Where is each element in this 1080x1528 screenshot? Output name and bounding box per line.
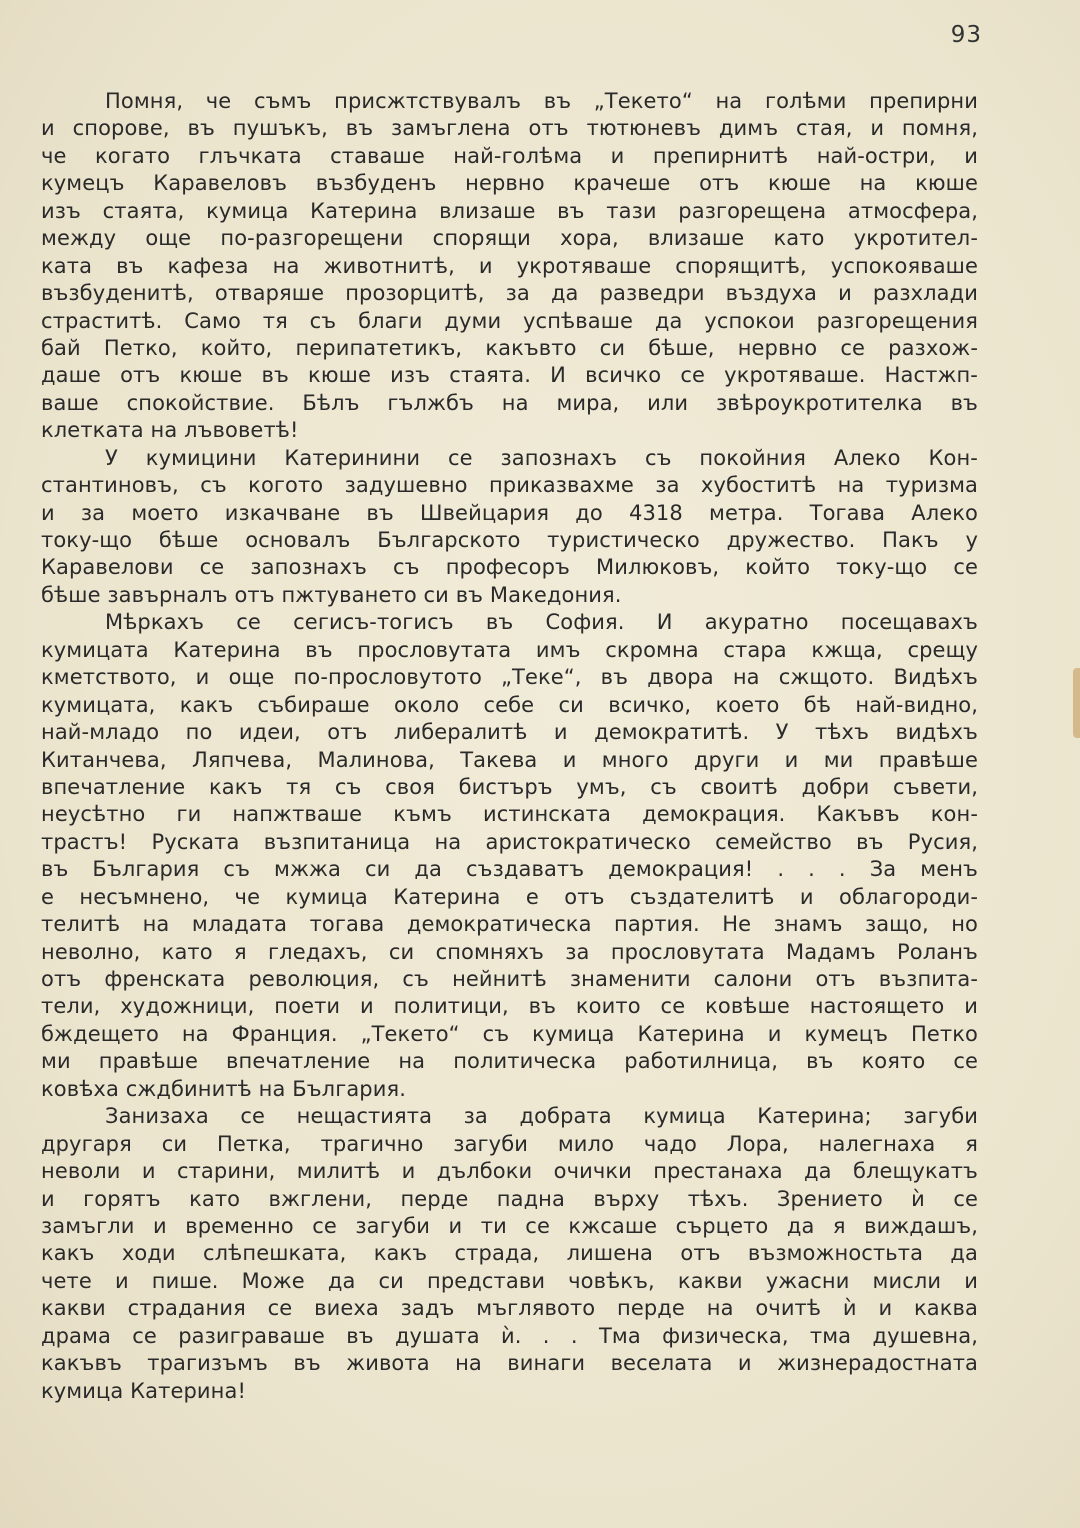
text-line: другаря си Петка, трагично загуби мило чадо Лора, налегнаха я — [41, 1131, 978, 1156]
text-line: страститѣ. Само тя съ благи думи успѣваше да успокои разгорещения — [41, 308, 978, 333]
text-line: Китанчева, Ляпчева, Малинова, Такева и много други и ми правѣше — [41, 747, 978, 772]
text-line: кумица Катерина! — [41, 1378, 246, 1403]
page-number: 93 — [950, 22, 982, 48]
text-line: неволно, като я гледахъ, си спомняхъ за прословутата Мадамъ Роланъ — [41, 939, 978, 964]
text-line: изъ стаята, кумица Катерина влизаше въ тази разгорещена атмосфера, — [41, 198, 978, 223]
text-line: ми правѣше впечатление на политическа работилница, въ която се — [41, 1049, 978, 1074]
text-line: какъвъ трагизъмъ въ живота на винаги веселата и жизнерадостната — [41, 1351, 978, 1376]
text-line: възбуденитѣ, отваряше прозорцитѣ, за да разведри въздуха и разхлади — [41, 281, 978, 306]
text-line: драма се разиграваше въ душата ѝ. . . Тма физическа, тма душевна, — [41, 1323, 978, 1348]
text-line: трастъ! Руската възпитаница на аристократическо семейство въ Русия, — [41, 829, 978, 854]
text-line: бай Петко, който, перипатетикъ, какъвто си бѣше, нервно се разхож- — [41, 335, 978, 360]
page-edge-mark — [1073, 668, 1080, 738]
text-line: ваше спокойствие. Бѣлъ гължбъ на мира, или звѣроукротителка въ — [41, 390, 978, 415]
text-line: че когато глъчката ставаше най-голѣма и препирнитѣ най-остри, и — [41, 143, 978, 168]
text-line: неусѣтно ги напжтваше къмъ истинската демокрация. Какъвъ кон- — [41, 802, 978, 827]
text-line: току-що бѣше основалъ Българското туристическо дружество. Пакъ у — [41, 528, 978, 552]
text-line: даше отъ кюше въ кюше изъ стаята. И всичко се укротяваше. Настжп- — [41, 363, 978, 388]
text-line: и спорове, въ пушъкъ, въ замъглена отъ тютюневъ димъ стая, и помня, — [41, 116, 978, 141]
text-line: е несъмнено, че кумица Катерина е отъ създателитѣ и облагороди- — [41, 884, 978, 909]
text-line: кумицата, какъ събираше около себе си всичко, което бѣ най-видно, — [41, 692, 978, 717]
text-line: въ България съ мжжа си да създаватъ демокрация! . . . За менъ — [41, 857, 978, 882]
text-line: какви страдания се виеха задъ мъглявото перде на очитѣ ѝ и каква — [41, 1296, 978, 1321]
text-line: кумецъ Каравеловъ възбуденъ нервно крачеше отъ кюше на кюше — [41, 171, 978, 196]
text-line: бѣше завърналъ отъ пжтуването си въ Македония. — [41, 582, 622, 607]
text-line: Мѣркахъ се сегисъ-тогисъ въ София. И акуратно посещавахъ — [105, 610, 978, 635]
text-line: какъ ходи слѣпешката, какъ страда, лишена отъ възможностьта да — [41, 1241, 978, 1266]
text-line: и горятъ като вжглени, перде падна върху тѣхъ. Зрението ѝ се — [41, 1186, 978, 1211]
text-line: бждещето на Франция. „Текето“ съ кумица Катерина и кумецъ Петко — [41, 1021, 978, 1046]
text-line: клетката на лъвоветѣ! — [41, 418, 299, 443]
text-line: и за моето изкачване въ Швейцария до 4318 метра. Тогава Алеко — [41, 500, 978, 525]
text-line: неволи и старини, милитѣ и дълбоки очички престанаха да блещукатъ — [41, 1159, 978, 1184]
paragraph — [41, 1103, 978, 1405]
text-line: У кумицини Катеринини се запознахъ съ покойния Алеко Кон- — [105, 445, 978, 470]
text-line: Помня, че съмъ присжтствувалъ въ „Текето“ на голѣми препирни — [105, 89, 978, 113]
text-line: ковѣха сждбинитѣ на България. — [41, 1076, 406, 1101]
text-line: впечатление какъ тя съ своя бистъръ умъ, съ своитѣ добри съвети, — [41, 774, 978, 799]
body-text — [41, 88, 978, 1405]
paragraph — [41, 445, 978, 610]
text-line: най-младо по идеи, отъ либералитѣ и демократитѣ. У тѣхъ видѣхъ — [41, 720, 978, 745]
text-line: чете и пише. Може да си представи човѣкъ, какви ужасни мисли и — [41, 1268, 978, 1293]
paragraph — [41, 609, 978, 1103]
text-line: Занизаха се нещастията за добрата кумица Катерина; загуби — [105, 1104, 978, 1129]
text-line: между още по-разгорещени спорящи хора, влизаше като укротител- — [41, 226, 978, 251]
paragraph — [41, 88, 978, 445]
text-line: кметството, и още по-прословутото „Теке“, въ двора на сжщото. Видѣхъ — [41, 665, 978, 690]
text-line: отъ френската революция, съ нейнитѣ знаменити салони отъ възпита- — [41, 967, 978, 991]
text-line: стантиновъ, съ когото задушевно приказвахме за хубоститѣ на туризма — [41, 473, 978, 498]
text-line: тели, художници, поети и политици, въ които се ковѣше настоящето и — [41, 994, 978, 1019]
text-line: Каравелови се запознахъ съ професоръ Милюковъ, който току-що се — [41, 555, 978, 580]
text-line: телитѣ на младата тогава демократическа партия. Не знамъ защо, но — [41, 912, 978, 937]
text-line: ката въ кафеза на животнитѣ, и укротяваше спорящитѣ, успокояваше — [41, 253, 978, 278]
text-line: замъгли и временно се загуби и ти се кжсаше сърцето да я виждашъ, — [41, 1213, 978, 1238]
text-line: кумицата Катерина въ прословутата имъ скромна стара кжща, срещу — [41, 637, 978, 662]
